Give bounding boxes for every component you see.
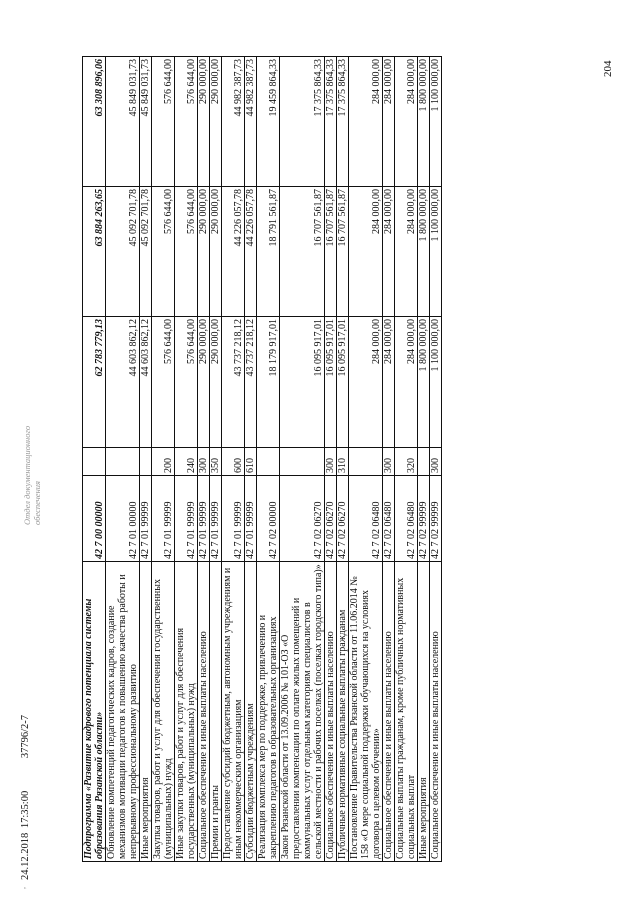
- target-code-cell: 42 7 02 06480: [395, 476, 418, 562]
- target-code-cell: 42 7 02 06270: [280, 476, 325, 562]
- amount-2020-cell: 45 092 701,78: [106, 187, 140, 317]
- row-name-cell: Предоставление субсидий бюджетным, автономным учреждениям и иным некоммерческим организациям: [222, 562, 245, 862]
- row-name-cell: Обновление компетенций педагогических кадров, создание механизмов мотивации педагогов к повышению качества работы и непрерывному профессиональному развитию: [106, 562, 140, 862]
- amount-2021-cell: 290 000,00: [198, 57, 210, 187]
- target-code-cell: 42 7 00 00000: [83, 476, 106, 562]
- target-code-cell: 42 7 02 06270: [337, 476, 349, 562]
- expense-type-cell: 350: [210, 448, 222, 476]
- target-code-cell: 42 7 02 00000: [257, 476, 280, 562]
- amount-2019-cell: 1 100 000,00: [430, 317, 442, 448]
- target-code-cell: 42 7 01 99999: [245, 476, 257, 562]
- table-row: [210, 57, 222, 862]
- amount-2021-cell: 17 375 864,33: [280, 57, 325, 187]
- table-row: [280, 57, 325, 862]
- table-row: [175, 57, 198, 862]
- amount-2019-cell: 16 095 917,01: [280, 317, 325, 448]
- row-name-cell: Подпрограмма «Развитие кадрового потенциала системы образования Рязанской области»: [83, 562, 106, 862]
- amount-2020-cell: 284 000,00: [395, 187, 418, 317]
- amount-2020-cell: 44 226 057,78: [222, 187, 245, 317]
- table-row: [83, 57, 106, 862]
- row-name-cell: Постановление Правительства Рязанской области от 11.06.2014 № 158 «О мере социальной поддержки обучающихся на условиях договора о целевом обучении»: [349, 562, 383, 862]
- amount-2021-cell: 290 000,00: [210, 57, 222, 187]
- table-row: [198, 57, 210, 862]
- amount-2021-cell: 44 982 387,73: [245, 57, 257, 187]
- table-row: [106, 57, 140, 862]
- expense-type-cell: [418, 448, 430, 476]
- amount-2021-cell: 45 849 031,73: [106, 57, 140, 187]
- amount-2020-cell: 284 000,00: [349, 187, 383, 317]
- stamp-line: Отдел документационного: [22, 425, 32, 525]
- amount-2019-cell: 16 095 917,01: [337, 317, 349, 448]
- amount-2020-cell: 16 707 561,87: [325, 187, 337, 317]
- expense-type-cell: 610: [245, 448, 257, 476]
- amount-2021-cell: 284 000,00: [383, 57, 395, 187]
- table-row: [430, 57, 442, 862]
- amount-2021-cell: 63 308 896,06: [83, 57, 106, 187]
- expense-type-cell: [349, 448, 383, 476]
- row-name-cell: Социальное обеспечение и иные выплаты населению: [383, 562, 395, 862]
- amount-2019-cell: 284 000,00: [383, 317, 395, 448]
- expense-type-cell: 310: [337, 448, 349, 476]
- row-name-cell: Социальное обеспечение и иные выплаты населению: [198, 562, 210, 862]
- amount-2019-cell: 284 000,00: [349, 317, 383, 448]
- target-code-cell: 42 7 01 99999: [175, 476, 198, 562]
- row-name-cell: Закон Рязанской области от 13.09.2006 № 101-ОЗ «О предоставлении компенсации по оплате жилых помещений и коммунальных услуг отдельным категориям специалистов в сельской местности и рабочих поселках (поселках городского типа)»: [280, 562, 325, 862]
- table-row: [152, 57, 175, 862]
- margin-mark: ,: [18, 887, 27, 889]
- amount-2020-cell: 45 092 701,78: [140, 187, 152, 317]
- amount-2020-cell: 18 791 561,87: [257, 187, 280, 317]
- amount-2021-cell: 44 982 387,73: [222, 57, 245, 187]
- amount-2020-cell: 63 884 263,65: [83, 187, 106, 317]
- amount-2020-cell: 290 000,00: [198, 187, 210, 317]
- row-name-cell: Публичные нормативные социальные выплаты гражданам: [337, 562, 349, 862]
- row-name-cell: Реализация комплекса мер по поддержке, привлечению и закреплению педагогов в образовательных организациях: [257, 562, 280, 862]
- amount-2019-cell: 290 000,00: [210, 317, 222, 448]
- amount-2019-cell: 44 603 862,12: [106, 317, 140, 448]
- amount-2020-cell: 16 707 561,87: [337, 187, 349, 317]
- target-code-cell: 42 7 01 99999: [140, 476, 152, 562]
- amount-2021-cell: 576 644,00: [152, 57, 175, 187]
- table-row: [325, 57, 337, 862]
- expense-type-cell: 300: [430, 448, 442, 476]
- amount-2019-cell: 43 737 218,12: [222, 317, 245, 448]
- row-name-cell: Премии и гранты: [210, 562, 222, 862]
- amount-2020-cell: 576 644,00: [152, 187, 175, 317]
- expense-type-cell: [257, 448, 280, 476]
- page-number: 204: [602, 60, 614, 77]
- table-row: [337, 57, 349, 862]
- target-code-cell: 42 7 02 06480: [383, 476, 395, 562]
- amount-2019-cell: 284 000,00: [395, 317, 418, 448]
- footer-doc-id: 37796/2-7: [20, 714, 31, 759]
- amount-2021-cell: 17 375 864,33: [325, 57, 337, 187]
- amount-2020-cell: 284 000,00: [383, 187, 395, 317]
- amount-2020-cell: 44 226 057,78: [245, 187, 257, 317]
- row-name-cell: Иные мероприятия: [418, 562, 430, 862]
- amount-2021-cell: 17 375 864,33: [337, 57, 349, 187]
- table-row: [418, 57, 430, 862]
- row-name-cell: Социальные выплаты гражданам, кроме публичных нормативных социальных выплат: [395, 562, 418, 862]
- expense-type-cell: [140, 448, 152, 476]
- table-row: [245, 57, 257, 862]
- table-row: [383, 57, 395, 862]
- row-name-cell: Иные закупки товаров, работ и услуг для обеспечения государственных (муниципальных) нужд: [175, 562, 198, 862]
- table-row: [257, 57, 280, 862]
- row-name-cell: Социальное обеспечение и иные выплаты населению: [325, 562, 337, 862]
- amount-2020-cell: 290 000,00: [210, 187, 222, 317]
- expense-type-cell: [280, 448, 325, 476]
- amount-2019-cell: 290 000,00: [198, 317, 210, 448]
- amount-2019-cell: 62 783 779,13: [83, 317, 106, 448]
- amount-2019-cell: 576 644,00: [175, 317, 198, 448]
- target-code-cell: 42 7 01 99999: [222, 476, 245, 562]
- expense-type-cell: 300: [383, 448, 395, 476]
- expense-type-cell: 300: [198, 448, 210, 476]
- expense-type-cell: 320: [395, 448, 418, 476]
- target-code-cell: 42 7 01 99999: [198, 476, 210, 562]
- budget-table: [82, 56, 442, 862]
- amount-2021-cell: 1 800 000,00: [418, 57, 430, 187]
- target-code-cell: 42 7 01 00000: [106, 476, 140, 562]
- expense-type-cell: 600: [222, 448, 245, 476]
- department-stamp: [22, 355, 42, 525]
- row-name-cell: Закупка товаров, работ и услуг для обеспечения государственных (муниципальных) нужд: [152, 562, 175, 862]
- amount-2021-cell: 45 849 031,73: [140, 57, 152, 187]
- expense-type-cell: 200: [152, 448, 175, 476]
- amount-2021-cell: 19 459 864,33: [257, 57, 280, 187]
- amount-2019-cell: 16 095 917,01: [325, 317, 337, 448]
- amount-2021-cell: 1 100 000,00: [430, 57, 442, 187]
- amount-2020-cell: 16 707 561,87: [280, 187, 325, 317]
- amount-2020-cell: 576 644,00: [175, 187, 198, 317]
- amount-2019-cell: 18 179 917,01: [257, 317, 280, 448]
- target-code-cell: 42 7 02 06480: [349, 476, 383, 562]
- target-code-cell: 42 7 01 99999: [210, 476, 222, 562]
- row-name-cell: Субсидии бюджетным учреждениям: [245, 562, 257, 862]
- target-code-cell: 42 7 02 99999: [430, 476, 442, 562]
- target-code-cell: 42 7 02 06270: [325, 476, 337, 562]
- row-name-cell: Социальное обеспечение и иные выплаты населению: [430, 562, 442, 862]
- amount-2021-cell: 284 000,00: [395, 57, 418, 187]
- expense-type-cell: 300: [325, 448, 337, 476]
- budget-table-body: [83, 57, 442, 862]
- amount-2019-cell: 44 603 862,12: [140, 317, 152, 448]
- amount-2021-cell: 284 000,00: [349, 57, 383, 187]
- expense-type-cell: [106, 448, 140, 476]
- row-name-cell: Иные мероприятия: [140, 562, 152, 862]
- footer-datetime: 24.12.2018 17:35:00: [20, 790, 31, 880]
- stamp-line: обеспечения: [32, 480, 42, 525]
- target-code-cell: 42 7 01 99999: [152, 476, 175, 562]
- amount-2020-cell: 1 100 000,00: [430, 187, 442, 317]
- expense-type-cell: [83, 448, 106, 476]
- target-code-cell: 42 7 02 99999: [418, 476, 430, 562]
- expense-type-cell: 240: [175, 448, 198, 476]
- amount-2019-cell: 576 644,00: [152, 317, 175, 448]
- amount-2021-cell: 576 644,00: [175, 57, 198, 187]
- table-row: [222, 57, 245, 862]
- table-row: [349, 57, 383, 862]
- amount-2019-cell: 1 800 000,00: [418, 317, 430, 448]
- document-footer: [20, 715, 31, 880]
- amount-2019-cell: 43 737 218,12: [245, 317, 257, 448]
- table-row: [140, 57, 152, 862]
- amount-2020-cell: 1 800 000,00: [418, 187, 430, 317]
- table-row: [395, 57, 418, 862]
